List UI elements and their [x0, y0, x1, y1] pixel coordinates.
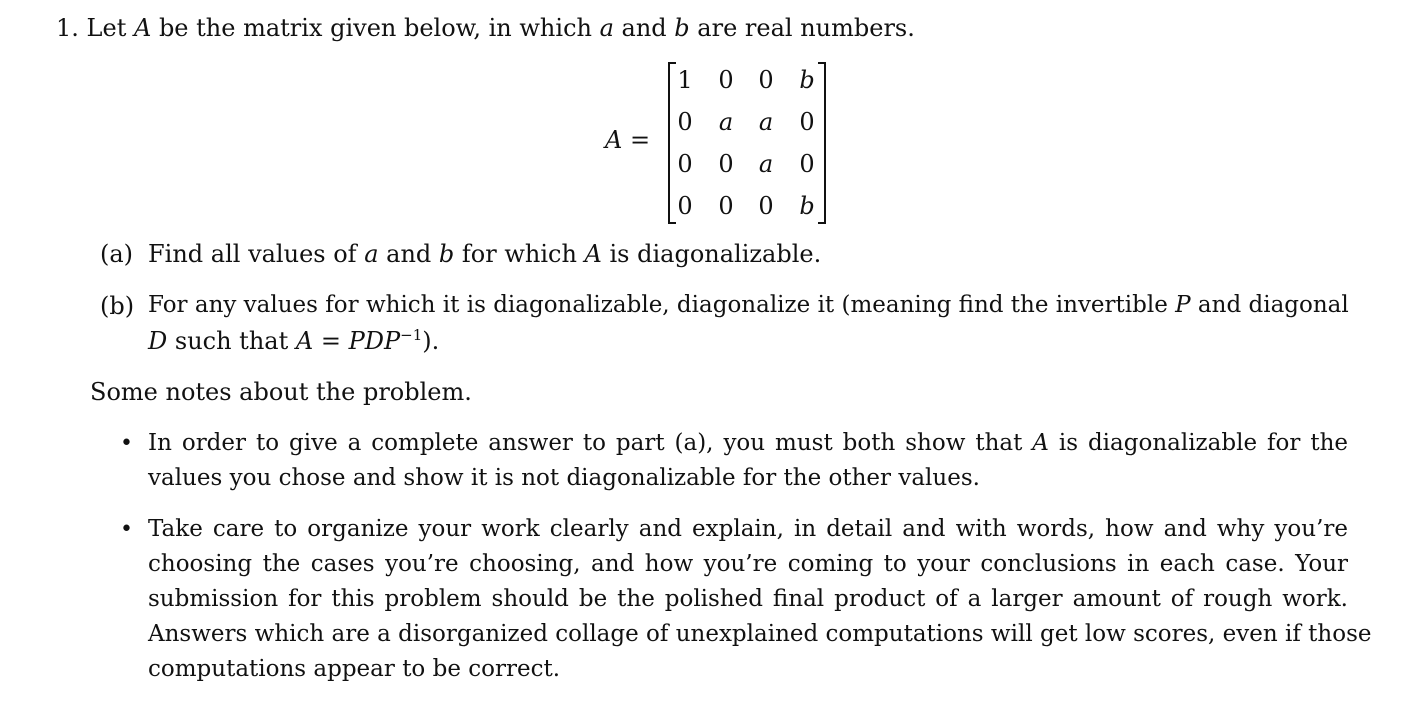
problem-number: 1. [56, 14, 79, 42]
note-2-line3: submission for this problem should be the polished final product of a larger amount of rough work. [148, 586, 1348, 612]
note-2-line1: Take care to organize your work clearly and explain, in detail and with words, how and why you’re [148, 516, 1348, 542]
matrix-cell: 0 [799, 150, 815, 178]
bullet-icon: • [120, 517, 133, 542]
matrix-label: A = [605, 126, 651, 154]
matrix-cell: b [799, 66, 815, 94]
part-b-text-line1: For any values for which it is diagonalizable, diagonalize it (meaning find the invertible P and diagonal [148, 292, 1349, 318]
note-2-line2: choosing the cases you’re choosing, and how you’re coming to your conclusions in each case. Your [148, 551, 1348, 577]
matrix-cell: a [758, 108, 774, 136]
matrix-cell: 0 [677, 150, 693, 178]
note-2-line5: computations appear to be correct. [148, 656, 561, 682]
matrix-cell: 0 [718, 150, 734, 178]
matrix-cell: 0 [677, 108, 693, 136]
matrix-cell: b [799, 192, 815, 220]
problem-statement: 1. Let A be the matrix given below, in which a and b are real numbers. [56, 14, 915, 42]
matrix-cell: 0 [758, 66, 774, 94]
matrix-cell: 1 [677, 66, 693, 94]
matrix-cell: a [718, 108, 734, 136]
matrix-cell: 0 [718, 66, 734, 94]
part-a-text: Find all values of a and b for which A is diagonalizable. [148, 240, 822, 268]
notes-heading: Some notes about the problem. [90, 378, 472, 406]
matrix-cell: a [758, 150, 774, 178]
note-1-line1: In order to give a complete answer to part (a), you must both show that A is diagonalizable for the [148, 430, 1348, 456]
note-1-line2: values you chose and show it is not diagonalizable for the other values. [148, 465, 980, 491]
part-b-text-line2: D such that $A = PDP^{-1}$). [148, 326, 440, 355]
matrix-cell: 0 [799, 108, 815, 136]
matrix-cell: 0 [677, 192, 693, 220]
bullet-icon: • [120, 431, 133, 456]
part-a-label: (a) [100, 240, 134, 268]
matrix-cell: 0 [758, 192, 774, 220]
part-b-label: (b) [100, 292, 135, 320]
note-2-line4: Answers which are a disorganized collage of unexplained computations will get low scores, even if those [148, 621, 1372, 647]
matrix-cell: 0 [718, 192, 734, 220]
